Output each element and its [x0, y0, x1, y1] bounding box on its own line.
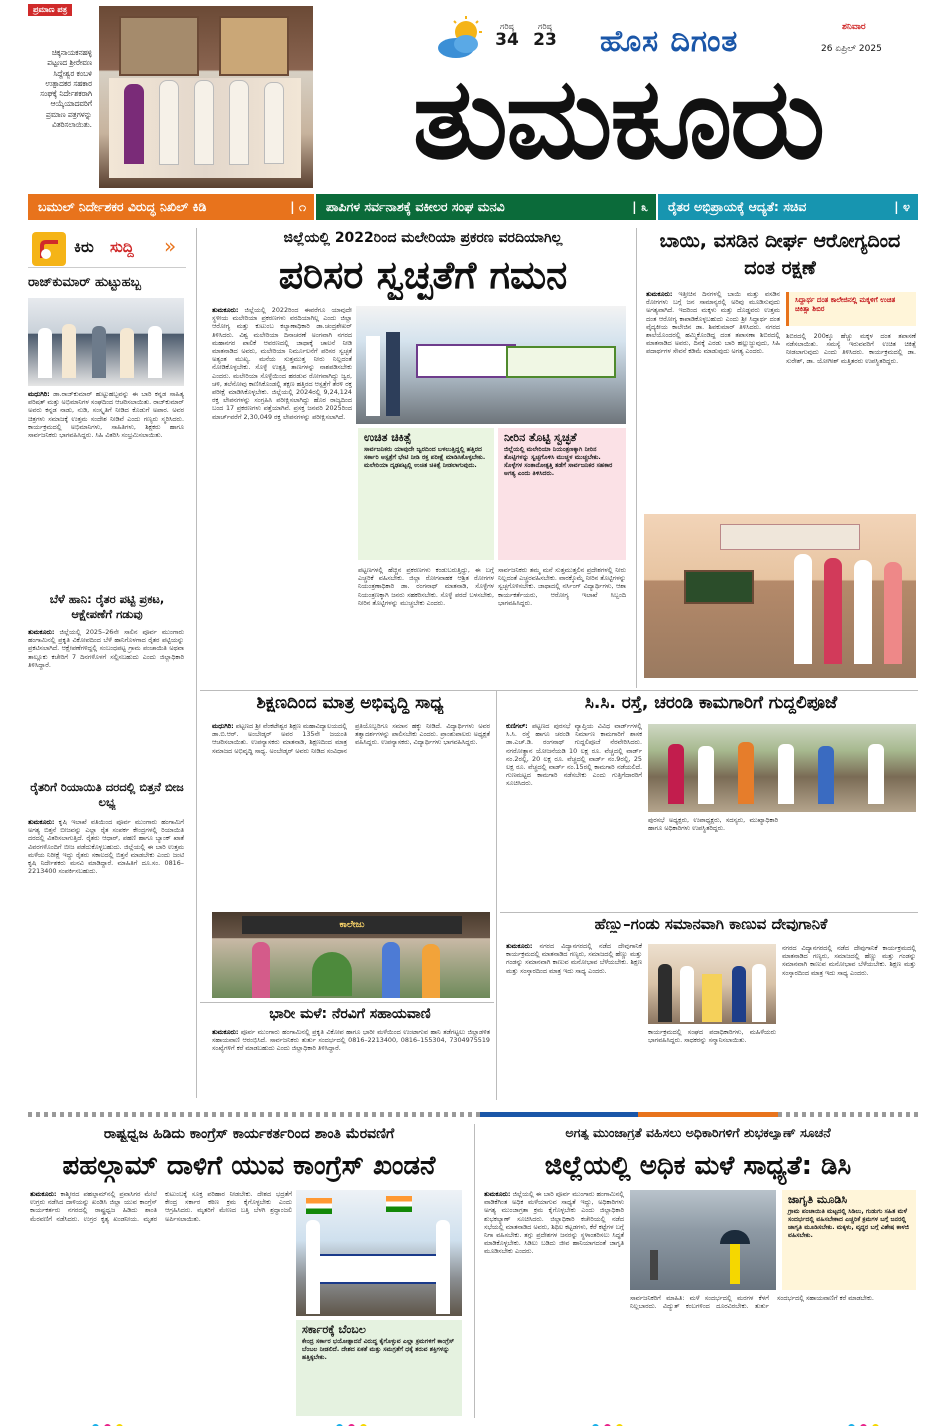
- lead-headline: ಪರಿಸರ ಸ್ವಚ್ಛತೆಗೆ ಗಮನ: [278, 253, 568, 297]
- bottom-right-awareness-box: ಜಾಗೃತಿ ಮೂಡಿಸಿ ಗ್ರಾಮ ಪಂಚಾಯಿತಿ ಮಟ್ಟದಲ್ಲಿ ಸಿಡಿಲು, ಗುಡುಗು ಸಹಿತ ಮಳೆ ಸಂದರ್ಭದಲ್ಲಿ ವಹಿಸಬೇಕಾದ ಎಚ್ಚರಿಕೆ ಕ್ರಮಗಳ ಬಗ್ಗೆ ಜನರಲ್ಲಿ ಜಾಗೃತಿ ಮೂಡಿಸಬೇಕು. ಮಕ್ಕಳು, ವೃದ್ಧರ ಬಗ್ಗೆ ವಿಶೇಷ ಕಾಳಜಿ ವಹಿಸಬೇಕು.: [782, 1190, 916, 1290]
- dental-photo: [644, 514, 916, 678]
- lead-body: ತುಮಕೂರು: ಜಿಲ್ಲೆಯಲ್ಲಿ 2022ರಿಂದ ಈವರೆಗೂ ಯಾವುದೇ ಸ್ಥಳೀಯ ಮಲೇರಿಯಾ ಪ್ರಕರಣಗಳು ವರದಿಯಾಗಿಲ್ಲ ಎಂದು ಜಿಲ್ಲಾ ಆರೋಗ್ಯ ಮತ್ತು ಕುಟುಂಬ ಕಲ್ಯಾಣಾಧಿಕಾರಿ ಡಾ.ಚಂದ್ರಶೇಖರ್ ತಿಳಿಸಿದರು. ವಿಶ್ವ ಮಲೇರಿಯಾ ದಿನಾಚರಣೆ ಅಂಗವಾಗಿ ನಗರದ ಮಹಾನಗರ ಪಾಲಿಕೆ ಆವರಣದಲ್ಲಿ ಜಾಥಾಕ್ಕೆ ಚಾಲನೆ ನೀಡಿ ಮಾತನಾಡಿದ ಅವರು, ಮಲೇರಿಯಾ ನಿರ್ಮೂಲನೆಗೆ ಪರಿಸರ ಸ್ವಚ್ಛತೆ ಅತ್ಯಂತ ಮುಖ್ಯ. ಮನೆಯ ಸುತ್ತಮುತ್ತ ನೀರು ನಿಲ್ಲದಂತೆ ನೋಡಿಕೊಳ್ಳಬೇಕು. ಸೊಳ್ಳೆ ಉತ್ಪತ್ತಿ ತಾಣಗಳನ್ನು ನಾಶಪಡಿಸಬೇಕು ಎಂದರು. ಮಲೇರಿಯಾ ಸೊಳ್ಳೆಯಿಂದ ಹರಡುವ ರೋಗವಾಗಿದ್ದು ಜ್ವರ, ಚಳಿ, ತಲೆನೋವು ಕಾಣಿಸಿಕೊಂಡಲ್ಲಿ ತಕ್ಷಣ ಹತ್ತಿರದ ಆಸ್ಪತ್ರೆಗೆ ತೆರಳಿ ರಕ್ತ ಪರೀಕ್ಷೆ ಮಾಡಿಸಿಕೊಳ್ಳಬೇಕು. ಜಿಲ್ಲೆಯಲ್ಲಿ 2024ರಲ್ಲಿ 9,24,124 ರಕ್ತ ಲೇಪನಗಳನ್ನು ಸಂಗ್ರಹಿಸಿ ಪರೀಕ್ಷಿಸಲಾಗಿದ್ದು ಹೊರ ರಾಜ್ಯದಿಂದ ಬಂದ 17 ಪ್ರಕರಣಗಳು ಪತ್ತೆಯಾಗಿವೆ. ಪ್ರಸಕ್ತ ಜನವರಿ 2025ರಿಂದ ಮಾರ್ಚ್‌ವರೆಗೆ 2,30,049 ರಕ್ತ ಲೇಪನಗಳನ್ನು ಪರೀಕ್ಷಿಸಲಾಗಿದೆ.: [212, 306, 352, 421]
- kirusuddi-header: ಕಿರು ಸುದ್ದಿ »: [28, 228, 186, 268]
- top-strip-1[interactable]: ಬಮುಲ್ ನಿರ್ದೇಶಕರ ವಿರುದ್ಧ ನಿಖಿಲ್ ಕಿಡಿ | ೧: [28, 194, 314, 220]
- dev-body3: ನಗರದ ವಿದ್ಯಾನಗರದಲ್ಲಿ ನಡೆದ ದೇವುಗಾನಿಕೆ ಕಾರ್ಯಕ್ರಮದಲ್ಲಿ ಮಾತನಾಡಿದ ಗಣ್ಯರು, ಸಮಾಜದಲ್ಲಿ ಹೆಣ್ಣು ಮತ್ತು ಗಂಡನ್ನು ಸಮಾನವಾಗಿ ಕಾಣುವ ಮನೋಭಾವ ಬೆಳೆಯಬೇಕು. ಶಿಕ್ಷಣ ಮತ್ತು ಸಂಸ್ಕಾರದಿಂದ ಮಾತ್ರ ಇದು ಸಾಧ್ಯ ಎಂದರು.: [782, 944, 916, 977]
- top-strip-3[interactable]: ರೈತರ ಅಭಿಪ್ರಾಯಕ್ಕೆ ಆದ್ಯತೆ: ಸಚಿವ | ೪: [658, 194, 918, 220]
- dev-headline: ಹೆಣ್ಣು–ಗಂಡು ಸಮಾನವಾಗಿ ಕಾಣುವ ದೇವುಗಾನಿಕೆ: [594, 916, 828, 933]
- bottom-right-body2: ಸಾರ್ವಜನಿಕರಿಗೆ ಮಾಹಿತಿ: ಮಳೆ ಸಂದರ್ಭದಲ್ಲಿ ಮರಗಳ ಕೆಳಗೆ ನಿಲ್ಲಬಾರದು. ವಿದ್ಯುತ್ ಕಂಬಗಳಿಂದ ದೂರವಿರಬೇಕು. ತುರ್ತು ಸಂದರ್ಭದಲ್ಲಿ ಸಹಾಯವಾಣಿಗೆ ಕರೆ ಮಾಡಬೇಕು.: [630, 1294, 874, 1311]
- road-body2: ಪುರಸಭೆ ಅಧ್ಯಕ್ಷರು, ಉಪಾಧ್ಯಕ್ಷರು, ಸದಸ್ಯರು, ಮುಖ್ಯಾಧಿಕಾರಿ ಹಾಗೂ ಅಧಿಕಾರಿಗಳು ಉಪಸ್ಥಿತರಿದ್ದರು.: [648, 816, 778, 833]
- kirusuddi-photo: [28, 298, 184, 386]
- lead-body3: ಸಾರ್ವಜನಿಕರು ತಮ್ಮ ಮನೆ ಸುತ್ತಮುತ್ತಲಿನ ಪ್ರದೇಶಗಳಲ್ಲಿ ನೀರು ನಿಲ್ಲದಂತೆ ಎಚ್ಚರವಹಿಸಬೇಕು. ವಾರಕ್ಕೊಮ್ಮೆ ನೀರಿನ ತೊಟ್ಟಿಗಳನ್ನು ಸ್ವಚ್ಛಗೊಳಿಸಬೇಕು. ಜಾಥಾದಲ್ಲಿ ನರ್ಸಿಂಗ್ ವಿದ್ಯಾರ್ಥಿಗಳು, ಆಶಾ ಕಾರ್ಯಕರ್ತೆಯರು, ಆರೋಗ್ಯ ಇಲಾಖೆ ಸಿಬ್ಬಂದಿ ಭಾಗವಹಿಸಿದ್ದರು.: [498, 566, 626, 607]
- masthead-photo-tag: ಪ್ರಮಾಣ ಪತ್ರ: [28, 4, 72, 16]
- bottom-right-kicker: ಅಗತ್ಯ ಮುಂಜಾಗ್ರತೆ ವಹಿಸಲು ಅಧಿಕಾರಿಗಳಿಗೆ ಶುಭಕಲ್ಯಾಣ್ ಸೂಚನೆ: [565, 1126, 831, 1140]
- dev-body: ತುಮಕೂರು: ನಗರದ ವಿದ್ಯಾನಗರದಲ್ಲಿ ನಡೆದ ದೇವುಗಾನಿಕೆ ಕಾರ್ಯಕ್ರಮದಲ್ಲಿ ಮಾತನಾಡಿದ ಗಣ್ಯರು, ಸಮಾಜದಲ್ಲಿ ಹೆಣ್ಣು ಮತ್ತು ಗಂಡನ್ನು ಸಮಾನವಾಗಿ ಕಾಣುವ ಮನೋಭಾವ ಬೆಳೆಯಬೇಕು. ಶಿಕ್ಷಣ ಮತ್ತು ಸಂಸ್ಕಾರದಿಂದ ಮಾತ್ರ ಇದು ಸಾಧ್ಯ ಎಂದರು.: [506, 942, 642, 975]
- newspaper-logo: ಹೊಸ ದಿಗಂತ: [600, 24, 739, 59]
- kirusuddi-h1: ರಾಜ್‌ಕುಮಾರ್ ಹುಟ್ಟುಹಬ್ಬ: [28, 276, 141, 290]
- kirusuddi-body3: ತುಮಕೂರು: ಕೃಷಿ ಇಲಾಖೆ ವತಿಯಿಂದ ಪೂರ್ವ ಮುಂಗಾರು ಹಂಗಾಮಿಗೆ ಅಗತ್ಯ ಬಿತ್ತನೆ ಬೀಜವನ್ನು ಎಲ್ಲಾ ರೈತ ಸಂಪರ್ಕ ಕೇಂದ್ರಗಳಲ್ಲಿ ರಿಯಾಯಿತಿ ದರದಲ್ಲಿ ವಿತರಿಸಲಾಗುತ್ತಿದೆ. ರೈತರು ಆಧಾರ್, ಪಹಣಿ ಹಾಗೂ ಬ್ಯಾಂಕ್ ಖಾತೆ ವಿವರಗಳೊಂದಿಗೆ ಬೀಜ ಪಡೆದುಕೊಳ್ಳಬಹುದು. ಜಿಲ್ಲೆಯಲ್ಲಿ ಈ ಬಾರಿ ಉತ್ತಮ ಮಳೆಯ ನಿರೀಕ್ಷೆ ಇದ್ದು ರೈತರು ಸಕಾಲದಲ್ಲಿ ಬಿತ್ತನೆ ಮಾಡಬೇಕು ಎಂದು ಜಂಟಿ ಕೃಷಿ ನಿರ್ದೇಶಕರು ಮನವಿ ಮಾಡಿದ್ದಾರೆ. ಮಾಹಿತಿಗೆ ದೂ.ಸಂ. 0816–2213400 ಸಂಪರ್ಕಿಸಬಹುದು.: [28, 818, 184, 876]
- top-strip-2[interactable]: ಪಾಪಿಗಳ ಸರ್ವನಾಶಕ್ಕೆ ವಕೀಲರ ಸಂಘ ಮನವಿ | ೩: [316, 194, 656, 220]
- lead-box-free-treatment: ಉಚಿತ ಚಿಕಿತ್ಸೆ ಸಾರ್ವಜನಿಕರು ಯಾವುದೇ ಜ್ವರದಿಂದ ಬಳಲುತ್ತಿದ್ದಲ್ಲಿ ಹತ್ತಿರದ ಸರ್ಕಾರಿ ಆಸ್ಪತ್ರೆಗೆ ಭೇಟಿ ನೀಡಿ ರಕ್ತ ಪರೀಕ್ಷೆ ಮಾಡಿಸಿಕೊಳ್ಳಬೇಕು. ಮಲೇರಿಯಾ ದೃಢಪಟ್ಟಲ್ಲಿ ಉಚಿತ ಚಿಕಿತ್ಸೆ ನೀಡಲಾಗುವುದು.: [358, 428, 494, 560]
- edu-headline: ಶಿಕ್ಷಣದಿಂದ ಮಾತ್ರ ಅಭಿವೃದ್ಧಿ ಸಾಧ್ಯ: [256, 694, 444, 713]
- weather-min: ಗರಿಷ್ಠ 23: [533, 22, 557, 50]
- bottom-right-body: ತುಮಕೂರು: ಜಿಲ್ಲೆಯಲ್ಲಿ ಈ ಬಾರಿ ಪೂರ್ವ ಮುಂಗಾರು ಹಂಗಾಮಿನಲ್ಲಿ ವಾಡಿಕೆಗಿಂತ ಅಧಿಕ ಮಳೆಯಾಗುವ ಸಾಧ್ಯತೆ ಇದ್ದು, ಅಧಿಕಾರಿಗಳು ಅಗತ್ಯ ಮುಂಜಾಗ್ರತಾ ಕ್ರಮ ಕೈಗೊಳ್ಳಬೇಕು ಎಂದು ಜಿಲ್ಲಾಧಿಕಾರಿ ಶುಭಕಲ್ಯಾಣ್ ಸೂಚಿಸಿದರು. ಜಿಲ್ಲಾಧಿಕಾರಿ ಕಚೇರಿಯಲ್ಲಿ ನಡೆದ ಸಭೆಯಲ್ಲಿ ಮಾತನಾಡಿದ ಅವರು, ಶಿಥಿಲ ಕಟ್ಟಡಗಳು, ಕೆರೆ ಕಟ್ಟೆಗಳ ಬಗ್ಗೆ ನಿಗಾ ವಹಿಸಬೇಕು. ತಗ್ಗು ಪ್ರದೇಶಗಳ ಜನರನ್ನು ಸ್ಥಳಾಂತರಿಸಲು ಸಿದ್ಧತೆ ಮಾಡಿಕೊಳ್ಳಬೇಕು. ಸಿಡಿಲು ಬಡಿದು ಜೀವ ಹಾನಿಯಾಗದಂತೆ ಜಾಗೃತಿ ಮೂಡಿಸಬೇಕು ಎಂದರು.: [484, 1190, 624, 1256]
- rain-helpline-body: ತುಮಕೂರು: ಪೂರ್ವ ಮುಂಗಾರು ಹಂಗಾಮಿನಲ್ಲಿ ಪ್ರಕೃತಿ ವಿಕೋಪ ಹಾಗೂ ಭಾರೀ ಮಳೆಯಿಂದ ಉಂಟಾಗುವ ಹಾನಿ ತಡೆಗಟ್ಟಲು ಜಿಲ್ಲಾಡಳಿತ ಸಹಾಯವಾಣಿ ಆರಂಭಿಸಿದೆ. ಸಾರ್ವಜನಿಕರು ತುರ್ತು ಸಂದರ್ಭದಲ್ಲಿ 0816–2213400, 0816–155304, 7304975519 ಸಂಖ್ಯೆಗಳಿಗೆ ಕರೆ ಮಾಡಬಹುದು ಎಂದು ಜಿಲ್ಲಾಧಿಕಾರಿ ತಿಳಿಸಿದ್ದಾರೆ.: [212, 1028, 490, 1053]
- road-headline: ಸಿ.ಸಿ. ರಸ್ತೆ, ಚರಂಡಿ ಕಾಮಗಾರಿಗೆ ಗುದ್ದಲಿಪೂಜೆ: [584, 694, 838, 713]
- dev-body2: ಕಾರ್ಯಕ್ರಮದಲ್ಲಿ ಸಂಘದ ಪದಾಧಿಕಾರಿಗಳು, ಮಹಿಳೆಯರು ಭಾಗವಹಿಸಿದ್ದರು. ಸಾಧಕರನ್ನು ಸನ್ಮಾನಿಸಲಾಯಿತು.: [648, 1028, 776, 1045]
- bottom-left-body: ತುಮಕೂರು: ಕಾಶ್ಮೀರದ ಪಹಲ್ಗಾಮ್‌ನಲ್ಲಿ ಪ್ರವಾಸಿಗರ ಮೇಲೆ ಉಗ್ರರು ನಡೆಸಿದ ದಾಳಿಯನ್ನು ಖಂಡಿಸಿ ಜಿಲ್ಲಾ ಯುವ ಕಾಂಗ್ರೆಸ್ ಕಾರ್ಯಕರ್ತರು ನಗರದಲ್ಲಿ ರಾಷ್ಟ್ರಧ್ವಜ ಹಿಡಿದು ಶಾಂತಿ ಮೆರವಣಿಗೆ ನಡೆಸಿದರು. ಉಗ್ರರ ಕೃತ್ಯ ಖಂಡನೀಯ. ಮೃತರ ಕುಟುಂಬಕ್ಕೆ ಸೂಕ್ತ ಪರಿಹಾರ ನೀಡಬೇಕು. ದೇಶದ ಭದ್ರತೆಗೆ ಕೇಂದ್ರ ಸರ್ಕಾರ ಕಠಿಣ ಕ್ರಮ ಕೈಗೊಳ್ಳಬೇಕು ಎಂದು ಆಗ್ರಹಿಸಿದರು. ಮೃತರಿಗೆ ಮೇಣದ ಬತ್ತಿ ಬೆಳಗಿ ಶ್ರದ್ಧಾಂಜಲಿ ಅರ್ಪಿಸಲಾಯಿತು.: [30, 1190, 292, 1223]
- bottom-left-headline: ಪಹಲ್ಗಾಮ್ ದಾಳಿಗೆ ಯುವ ಕಾಂಗ್ರೆಸ್ ಖಂಡನೆ: [62, 1151, 436, 1181]
- kirusuddi-h3: ರೈತರಿಗೆ ರಿಯಾಯಿತಿ ದರದಲ್ಲಿ ಬಿತ್ತನೆ ಬೀಜ ಲಭ್ಯ: [30, 780, 184, 809]
- road-photo: [648, 724, 916, 812]
- bottom-right-headline: ಜಿಲ್ಲೆಯಲ್ಲಿ ಅಧಿಕ ಮಳೆ ಸಾಧ್ಯತೆ: ಡಿಸಿ: [544, 1151, 852, 1181]
- bottom-right-photo: [630, 1190, 776, 1290]
- dental-body: ತುಮಕೂರು: ಇತ್ತೀಚಿನ ದಿನಗಳಲ್ಲಿ ಬಾಯಿ ಮತ್ತು ವಸಡಿನ ರೋಗಗಳು ಬಗ್ಗೆ ಜನ ಸಾಮಾನ್ಯರಲ್ಲಿ ಅರಿವು ಮೂಡಿಸುವುದು ಅಗತ್ಯವಾಗಿದೆ. ಇದರಿಂದ ಮಕ್ಕಳು ಮತ್ತು ದೊಡ್ಡವರು ಉತ್ತಮ ದಂತ ಆರೋಗ್ಯ ಕಾಪಾಡಿಕೊಳ್ಳಬಹುದು ಎಂದು ಶ್ರೀ ಸಿದ್ಧಾರ್ಥ ದಂತ ವೈದ್ಯಕೀಯ ಕಾಲೇಜಿನ ಡಾ. ಶಿವಕುಮಾರ್ ತಿಳಿಸಿದರು. ನಗರದ ಶಾಲೆಯೊಂದರಲ್ಲಿ ಹಮ್ಮಿಕೊಂಡಿದ್ದ ದಂತ ತಪಾಸಣಾ ಶಿಬಿರದಲ್ಲಿ ಮಾತನಾಡಿದ ಅವರು, ದಿನಕ್ಕೆ ಎರಡು ಬಾರಿ ಹಲ್ಲುಜ್ಜುವುದು, ಸಿಹಿ ಪದಾರ್ಥಗಳ ಸೇವನೆ ಕಡಿಮೆ ಮಾಡುವುದು ಅಗತ್ಯ ಎಂದರು.: [646, 290, 780, 356]
- bottom-left-support-box: ಸರ್ಕಾರಕ್ಕೆ ಬೆಂಬಲ ಕೇಂದ್ರ ಸರ್ಕಾರ ಭಯೋತ್ಪಾದನೆ ವಿರುದ್ಧ ಕೈಗೊಳ್ಳುವ ಎಲ್ಲಾ ಕ್ರಮಗಳಿಗೆ ಕಾಂಗ್ರೆಸ್ ಬೆಂಬಲ ನೀಡಲಿದೆ. ದೇಶದ ಏಕತೆ ಮತ್ತು ಸಮಗ್ರತೆಗೆ ಧಕ್ಕೆ ತರುವ ಶಕ್ತಿಗಳನ್ನು ಹತ್ತಿಕ್ಕಬೇಕು.: [296, 1320, 462, 1416]
- kirusuddi-hand-icon: [32, 232, 66, 266]
- kirusuddi-body1: ಮಧುಗಿರಿ: ಡಾ.ರಾಜ್‌ಕುಮಾರ್ ಹುಟ್ಟುಹಬ್ಬವನ್ನು ಈ ಬಾರಿ ಕನ್ನಡ ಸಾಹಿತ್ಯ ಪರಿಷತ್ ಮತ್ತು ಅಭಿಮಾನಿಗಳ ಸಂಘದಿಂದ ಆಚರಿಸಲಾಯಿತು. ರಾಜ್‌ಕುಮಾರ್ ಅವರು ಕನ್ನಡ ನಾಡು, ನುಡಿ, ಸಂಸ್ಕೃತಿಗೆ ನೀಡಿದ ಕೊಡುಗೆ ಅಪಾರ. ಅವರ ಚಿತ್ರಗಳು ಸಮಾಜಕ್ಕೆ ಉತ್ತಮ ಸಂದೇಶ ನೀಡಿವೆ ಎಂದು ಗಣ್ಯರು ಸ್ಮರಿಸಿದರು. ಕಾರ್ಯಕ್ರಮದಲ್ಲಿ ಅಭಿಮಾನಿಗಳು, ಸಾಹಿತಿಗಳು, ಶಿಕ್ಷಕರು ಹಾಗೂ ಸಾರ್ವಜನಿಕರು ಭಾಗವಹಿಸಿದ್ದರು. ಸಿಹಿ ವಿತರಿಸಿ ಸಂಭ್ರಮಿಸಲಾಯಿತು.: [28, 390, 184, 440]
- dental-headline: ಬಾಯಿ, ವಸಡಿನ ದೀರ್ಘ ಆರೋಗ್ಯದಿಂದ ದಂತ ರಕ್ಷಣೆ: [659, 230, 901, 279]
- lead-kicker: ಜಿಲ್ಲೆಯಲ್ಲಿ 2022ರಿಂದ ಮಲೇರಿಯಾ ಪ್ರಕರಣ ವರದಿಯಾಗಿಲ್ಲ: [283, 230, 563, 246]
- edition-title: ತುಮಕೂರು: [412, 54, 824, 184]
- kirusuddi-body2: ತುಮಕೂರು: ಜಿಲ್ಲೆಯಲ್ಲಿ 2025–26ನೇ ಸಾಲಿನ ಪೂರ್ವ ಮುಂಗಾರು ಹಂಗಾಮಿನಲ್ಲಿ ಪ್ರಕೃತಿ ವಿಕೋಪದಿಂದ ಬೆಳೆ ಹಾನಿಗೊಳಗಾದ ರೈತರ ಪಟ್ಟಿಯನ್ನು ಪ್ರಕಟಿಸಲಾಗಿದೆ. ಆಕ್ಷೇಪಣೆಗಳಿದ್ದಲ್ಲಿ ಸಂಬಂಧಪಟ್ಟ ಗ್ರಾಮ ಪಂಚಾಯಿತಿ ಅಥವಾ ತಾಲ್ಲೂಕು ಕಚೇರಿಗೆ 7 ದಿನಗಳೊಳಗೆ ಸಲ್ಲಿಸಬಹುದು ಎಂದು ಜಿಲ್ಲಾಧಿಕಾರಿ ತಿಳಿಸಿದ್ದಾರೆ.: [28, 628, 184, 669]
- kirusuddi-h2: ಬೆಳೆ ಹಾನಿ: ರೈತರ ಪಟ್ಟಿ ಪ್ರಕಟ, ಆಕ್ಷೇಪಣೆಗೆ ಗಡುವು: [49, 592, 165, 621]
- lead-box-tank-cleaning: ನೀರಿನ ತೊಟ್ಟಿ ಸ್ವಚ್ಛತೆ ಜಿಲ್ಲೆಯಲ್ಲಿ ಮಲೇರಿಯಾ ನಿಯಂತ್ರಣಕ್ಕಾಗಿ ನೀರಿನ ತೊಟ್ಟಿಗಳನ್ನು ಸ್ವಚ್ಛಗೊಳಿಸಿ ಮುಚ್ಚಳ ಮುಚ್ಚಬೇಕು. ಸೊಳ್ಳೆಗಳ ಸಂತಾನೋತ್ಪತ್ತಿ ತಡೆಗೆ ಸಾರ್ವಜನಿಕರ ಸಹಕಾರ ಅಗತ್ಯ ಎಂದು ತಿಳಿಸಿದರು.: [498, 428, 626, 560]
- lead-photo: [356, 306, 626, 424]
- edu-body: ಮಧುಗಿರಿ: ಪಟ್ಟಣದ ಶ್ರೀ ವೆಂಕಟೇಶ್ವರ ಶಿಕ್ಷಣ ಮಹಾವಿದ್ಯಾಲಯದಲ್ಲಿ ಡಾ.ಬಿ.ಆರ್. ಅಂಬೇಡ್ಕರ್ ಅವರ 135ನೇ ಜಯಂತಿ ಆಚರಿಸಲಾಯಿತು. ಉಪನ್ಯಾಸಕರು ಮಾತನಾಡಿ, ಶಿಕ್ಷಣದಿಂದ ಮಾತ್ರ ಸಮಾಜದ ಅಭಿವೃದ್ಧಿ ಸಾಧ್ಯ. ಅಂಬೇಡ್ಕರ್ ಅವರು ನೀಡಿದ ಸಂವಿಧಾನ ಪ್ರತಿಯೊಬ್ಬರಿಗೂ ಸಮಾನ ಹಕ್ಕು ನೀಡಿದೆ. ವಿದ್ಯಾರ್ಥಿಗಳು ಅವರ ತತ್ವಾದರ್ಶಗಳನ್ನು ಪಾಲಿಸಬೇಕು ಎಂದರು. ಪ್ರಾಂಶುಪಾಲರು ಅಧ್ಯಕ್ಷತೆ ವಹಿಸಿದ್ದರು. ಉಪನ್ಯಾಸಕರು, ವಿದ್ಯಾರ್ಥಿಗಳು ಭಾಗವಹಿಸಿದ್ದರು.: [212, 722, 490, 755]
- masthead-photo: [99, 6, 313, 188]
- road-body: ಕುಣಿಗಲ್: ಪಟ್ಟಣದ ಪುರಸಭೆ ವ್ಯಾಪ್ತಿಯ ವಿವಿಧ ವಾರ್ಡ್‌ಗಳಲ್ಲಿ ಸಿ.ಸಿ. ರಸ್ತೆ ಹಾಗೂ ಚರಂಡಿ ನಿರ್ಮಾಣ ಕಾಮಗಾರಿಗೆ ಶಾಸಕ ಡಾ.ಎಚ್.ಡಿ. ರಂಗನಾಥ್ ಗುದ್ದಲಿಪೂಜೆ ನೆರವೇರಿಸಿದರು. ನಗರೋತ್ಥಾನ ಯೋಜನೆಯಡಿ 10 ಲಕ್ಷ ರೂ. ವೆಚ್ಚದಲ್ಲಿ ವಾರ್ಡ್ ನಂ.2ರಲ್ಲಿ, 20 ಲಕ್ಷ ರೂ. ವೆಚ್ಚದಲ್ಲಿ ವಾರ್ಡ್ ನಂ.9ರಲ್ಲಿ, 25 ಲಕ್ಷ ರೂ. ವೆಚ್ಚದಲ್ಲಿ ವಾರ್ಡ್ ನಂ.15ರಲ್ಲಿ ಕಾಮಗಾರಿ ನಡೆಯಲಿದೆ. ಗುಣಮಟ್ಟದ ಕಾಮಗಾರಿ ನಡೆಸಬೇಕು ಎಂದು ಗುತ್ತಿಗೆದಾರರಿಗೆ ಸೂಚಿಸಿದರು.: [506, 722, 642, 788]
- issue-day: ಶನಿವಾರ: [842, 22, 866, 32]
- lead-body2: ಪಟ್ಟಣಗಳಲ್ಲಿ ಹೆಚ್ಚಿನ ಪ್ರಕರಣಗಳು ಕಂಡುಬರುತ್ತಿದ್ದು, ಈ ಬಗ್ಗೆ ಎಚ್ಚರಿಕೆ ವಹಿಸಬೇಕು. ಜಿಲ್ಲಾ ರೋಗವಾಹಕ ಆಶ್ರಿತ ರೋಗಗಳ ನಿಯಂತ್ರಣಾಧಿಕಾರಿ ಡಾ. ರಂಗನಾಥ್ ಮಾತನಾಡಿ, ಸೊಳ್ಳೆಗಳ ನಿಯಂತ್ರಣಕ್ಕಾಗಿ ಜನರು ಸಹಕರಿಸಬೇಕು. ಸೊಳ್ಳೆ ಪರದೆ ಬಳಸಬೇಕು, ನೀರಿನ ತೊಟ್ಟಿಗಳನ್ನು ಮುಚ್ಚಬೇಕು ಎಂದರು.: [358, 566, 494, 607]
- dental-body2: ಶಿಬಿರದಲ್ಲಿ 200ಕ್ಕೂ ಹೆಚ್ಚು ಮಕ್ಕಳ ದಂತ ತಪಾಸಣೆ ನಡೆಸಲಾಯಿತು. ಸಮಸ್ಯೆ ಇರುವವರಿಗೆ ಉಚಿತ ಚಿಕಿತ್ಸೆ ನೀಡಲಾಗುವುದು ಎಂದು ತಿಳಿಸಿದರು. ಕಾರ್ಯಕ್ರಮದಲ್ಲಿ ಡಾ. ಸುರೇಶ್, ಡಾ. ಯೋಗೀಶ್ ಮತ್ತಿತರರು ಉಪಸ್ಥಿತರಿದ್ದರು.: [786, 332, 916, 365]
- dev-photo: [648, 944, 776, 1024]
- issue-date: 26 ಏಪ್ರಿಲ್ 2025: [821, 44, 882, 54]
- edu-photo: ಕಾಲೇಜು: [212, 912, 490, 998]
- dental-highlight-box: ಸಿದ್ದಾರ್ಥ ದಂತ ಕಾಲೇಜಿನಲ್ಲಿ ಮಕ್ಕಳಿಗೆ ಉಚಿತ ಚಿಕಿತ್ಸಾ ಶಿಬಿರ: [786, 292, 916, 326]
- masthead-photo-caption: ಚಿಕ್ಕನಾಯಕನಹಳ್ಳಿ ಪಟ್ಟಣದ ಶ್ರೀರೇವಣ ಸಿದ್ದೇಶ್ವರ ಕಂಬಳಿ ಉತ್ಪಾದಕರ ಸಹಕಾರ ಸಂಘಕ್ಕೆ ನಿರ್ದೇಶಕರಾಗಿ ಆಯ್ಕೆಯಾದವರಿಗೆ ಪ್ರಮಾಣ ಪತ್ರಗಳನ್ನು ವಿತರಿಸಲಾಯಿತು.: [40, 48, 92, 130]
- bottom-left-photo: [296, 1190, 462, 1316]
- bottom-left-kicker: ರಾಷ್ಟ್ರಧ್ವಜ ಹಿಡಿದು ಕಾಂಗ್ರೆಸ್ ಕಾರ್ಯಕರ್ತರಿಂದ ಶಾಂತಿ ಮೆರವಣಿಗೆ: [103, 1126, 395, 1142]
- weather-max: ಗರಿಷ್ಠ 34: [495, 22, 519, 50]
- chevrons-icon: »: [164, 234, 177, 258]
- rain-helpline-headline: ಭಾರೀ ಮಳೆ: ನೆರವಿಗೆ ಸಹಾಯವಾಣಿ: [269, 1006, 431, 1022]
